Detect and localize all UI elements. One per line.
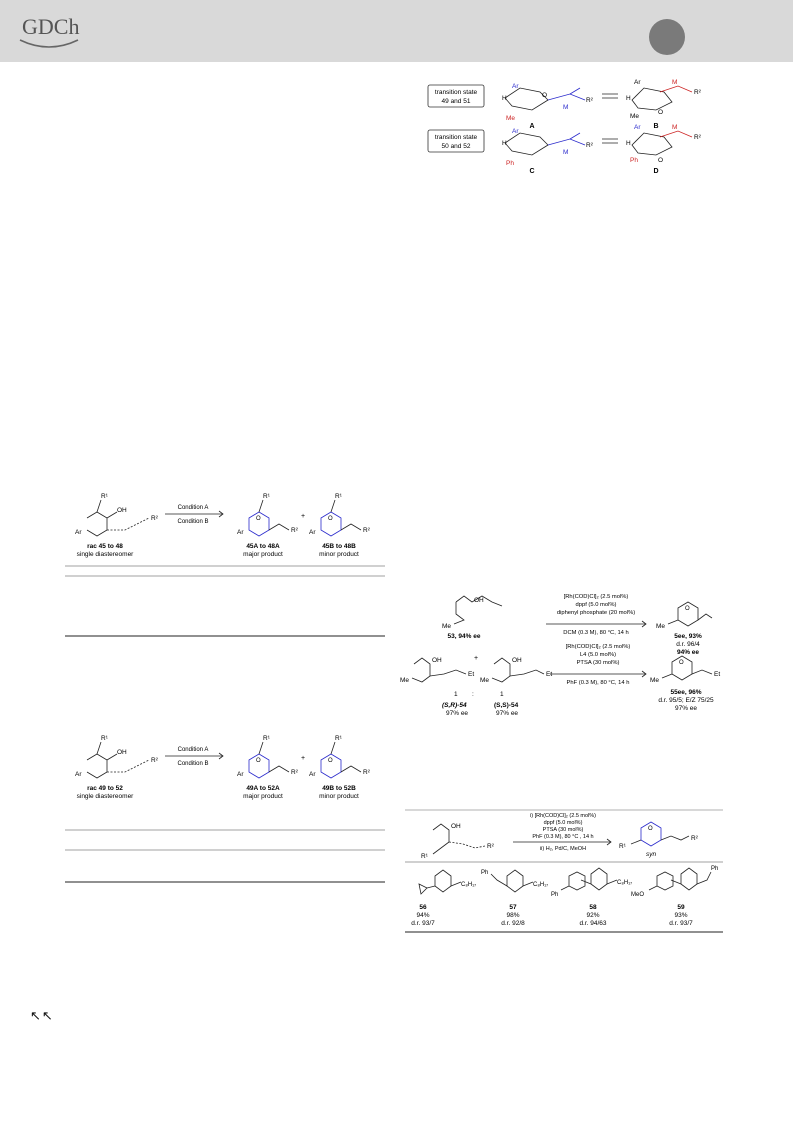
p56-yield: 94% — [416, 912, 430, 919]
c-h-label: H — [502, 140, 507, 147]
s1-start-label: rac 45 to 48 — [87, 543, 123, 550]
s3-p1-ee: 94% ee — [676, 649, 700, 656]
s3-ratio-2: 1 — [500, 691, 504, 698]
p58-dr: d.r. 94/63 — [579, 920, 607, 927]
p58-ph: Ph — [551, 892, 559, 898]
b-ar-label: Ar — [634, 79, 641, 86]
s3-sm53-oh: OH — [474, 597, 484, 604]
s3-p2-ee: 97% ee — [674, 705, 698, 712]
s2-major-structure — [249, 742, 289, 778]
p59-ph: Ph — [711, 866, 719, 872]
p57-ph: Ph — [481, 870, 489, 876]
s3-p2-o: O — [679, 660, 684, 666]
s2-plus: + — [301, 755, 306, 762]
s4-syn-label: syn — [645, 851, 657, 858]
s3-cond2-1: L4 (5.0 mol%) — [579, 652, 617, 658]
s1-minor-ar: Ar — [309, 529, 316, 536]
s3-sm54b-me: Me — [480, 677, 490, 684]
product-58-structure — [561, 868, 617, 890]
s3-p1-me: Me — [656, 623, 666, 630]
s3-p1-o: O — [685, 606, 690, 612]
p58-yield: 92% — [586, 912, 600, 919]
s4-cond-1: dppf (5.0 mol%) — [543, 820, 583, 826]
b-h-label: H — [626, 95, 631, 102]
s1-major-r1: R¹ — [263, 493, 270, 500]
s4-cond-2: PTSA (30 mol%) — [542, 827, 584, 833]
s1-oh: OH — [117, 507, 127, 514]
s2-cond-b: Condition B — [177, 761, 209, 767]
s2-minor-o: O — [328, 758, 333, 764]
s4-product-r2: R² — [691, 835, 698, 842]
s2-minor-r2: R² — [363, 769, 370, 776]
s3-ratio-colon: : — [472, 691, 474, 698]
s4-cond-4: ii) H₂, Pd/C, MeOH — [539, 846, 587, 852]
scheme-4-substrate-scope — [405, 808, 725, 936]
s3-cond2-0: [Rh(COD)Cl]₂ (2.5 mol%) — [565, 644, 631, 650]
s1-major-structure — [249, 500, 289, 536]
s2-major-r1: R¹ — [263, 735, 270, 742]
s1-minor-r2: R² — [363, 527, 370, 534]
s1-minor-structure — [321, 500, 361, 536]
c-m-label: M — [563, 149, 569, 156]
s2-major-o: O — [256, 758, 261, 764]
s2-ar: Ar — [75, 771, 82, 778]
s3-plus: + — [474, 655, 479, 662]
b-me-label: Me — [630, 113, 640, 120]
p56-c8h17: C₈H₁₇ — [461, 882, 477, 888]
s1-major-o: O — [256, 516, 261, 522]
equilibrium-arrow-1 — [602, 94, 618, 98]
s3-sm54a-label: (S,R)-54 — [442, 702, 467, 709]
ts-box2-line1: transition state — [434, 134, 478, 141]
s3-p2-et: Et — [714, 671, 721, 678]
s3-p1-yield: 5ee, 93% — [674, 633, 702, 640]
p57-yield: 98% — [506, 912, 520, 919]
ts-box2-line2: 50 and 52 — [441, 143, 471, 150]
s4-cond-3: PhF (0.3 M), 80 °C , 14 h — [532, 834, 594, 840]
s3-p2-dr: d.r. 95/5; E/Z 75/25 — [658, 697, 714, 704]
s1-r1: R¹ — [101, 493, 108, 500]
p58-c8h17: C₈H₁₇ — [617, 880, 633, 886]
s2-major-ar: Ar — [237, 771, 244, 778]
s2-oh: OH — [117, 749, 127, 756]
s1-r2: R² — [151, 515, 158, 522]
s1-cond-b: Condition B — [177, 519, 209, 525]
b-o-label: O — [658, 109, 664, 116]
s2-start-sub: single diastereomer — [76, 793, 134, 800]
s3-cond1-0: [Rh(COD)Cl]₂ (2.5 mol%) — [563, 594, 629, 600]
s3-cond2-2: PTSA (30 mol%) — [576, 660, 620, 666]
s3-cond2-3: PhF (0.3 M), 80 °C, 14 h — [566, 680, 630, 686]
p56-num: 56 — [419, 904, 427, 911]
p59-num: 59 — [677, 904, 685, 911]
scheme-1-reaction — [65, 478, 390, 643]
s2-start-label: rac 49 to 52 — [87, 785, 123, 792]
d-ar-label: Ar — [634, 124, 641, 131]
p59-yield: 93% — [674, 912, 688, 919]
s3-sm54a-oh: OH — [432, 657, 442, 664]
gdch-logo: GDCh — [22, 14, 80, 39]
s3-p2-yield: 55ee, 96% — [670, 689, 702, 696]
p59-meo: MeO — [631, 892, 645, 898]
s2-minor-ar: Ar — [309, 771, 316, 778]
a-o-label: O — [542, 92, 548, 99]
s4-oh: OH — [451, 823, 461, 830]
s2-major-label: 49A to 52A — [246, 785, 280, 792]
s4-cond-0: i) [Rh(COD)Cl]₂ (2.5 mol%) — [530, 813, 596, 819]
c-r2-label: R² — [586, 142, 593, 149]
d-r2-label: R² — [694, 134, 701, 141]
d-m-label: M — [672, 124, 678, 131]
c-ph-label: Ph — [506, 160, 514, 167]
p57-c8h17: C₈H₁₇ — [533, 882, 549, 888]
ts-box1-line2: 49 and 51 — [441, 98, 471, 105]
s2-cond-a: Condition A — [177, 747, 209, 753]
s1-start-sub: single diastereomer — [76, 551, 134, 558]
equilibrium-arrow-2 — [602, 139, 618, 143]
transition-state-scheme — [420, 70, 730, 182]
s3-sm54b-ee: 97% ee — [496, 710, 519, 717]
circle-menu-button[interactable] — [649, 19, 685, 55]
label-a: A — [529, 123, 535, 130]
s1-major-label: 45A to 48A — [246, 543, 280, 550]
s1-major-sub: major product — [243, 551, 283, 558]
s3-ratio-1: 1 — [454, 691, 458, 698]
structure-c — [505, 133, 585, 155]
s2-r1: R¹ — [101, 735, 108, 742]
label-c: C — [529, 168, 535, 175]
p58-num: 58 — [589, 904, 597, 911]
s3-cond1-3: DCM (0.3 M), 80 °C, 14 h — [563, 630, 629, 636]
a-h-label: H — [502, 95, 507, 102]
s4-product-r1: R¹ — [619, 843, 626, 850]
s2-start-structure — [87, 742, 149, 778]
s2-minor-r1: R¹ — [335, 735, 342, 742]
s3-sm53-label: 53, 94% ee — [447, 633, 481, 640]
s1-minor-r1: R¹ — [335, 493, 342, 500]
scheme-3-chirality-transfer — [398, 590, 733, 735]
s3-sm54b-label: (S,S)-54 — [494, 702, 519, 709]
structure-d — [632, 131, 692, 155]
s2-minor-structure — [321, 742, 361, 778]
s3-p2-me: Me — [650, 677, 660, 684]
s2-minor-sub: minor product — [319, 793, 359, 800]
product-57-structure — [491, 870, 533, 892]
a-me-label: Me — [506, 115, 516, 122]
s2-minor-label: 49B to 52B — [322, 785, 356, 792]
label-d: D — [653, 168, 659, 175]
ts-box1-line1: transition state — [434, 89, 478, 96]
a-m-label: M — [563, 104, 569, 111]
s1-minor-o: O — [328, 516, 333, 522]
structure-b — [632, 86, 692, 110]
s3-p2-structure — [662, 656, 712, 680]
s3-sm54b-et: Et — [546, 671, 553, 678]
scheme-2-reaction — [65, 720, 390, 885]
d-h-label: H — [626, 140, 631, 147]
s1-start-structure — [87, 500, 149, 536]
logo-swoosh-icon — [18, 38, 80, 52]
s3-sm53-me: Me — [442, 623, 452, 630]
c-ar-label: Ar — [512, 128, 519, 135]
p59-dr: d.r. 93/7 — [669, 920, 693, 927]
s4-product-o: O — [648, 826, 653, 832]
d-ph-label: Ph — [630, 157, 638, 164]
s4-r1: R¹ — [421, 853, 428, 860]
s3-sm54a-et: Et — [468, 671, 475, 678]
d-o-label: O — [658, 157, 664, 164]
s3-sm54a-ee: 97% ee — [446, 710, 469, 717]
s2-major-r2: R² — [291, 769, 298, 776]
product-56-structure — [419, 870, 461, 894]
p57-num: 57 — [509, 904, 517, 911]
s3-p1-structure — [668, 602, 712, 626]
page-header — [0, 0, 793, 62]
s1-ar: Ar — [75, 529, 82, 536]
s2-major-sub: major product — [243, 793, 283, 800]
s1-major-ar: Ar — [237, 529, 244, 536]
s3-cond1-1: dppf (5.0 mol%) — [575, 602, 617, 608]
s2-r2: R² — [151, 757, 158, 764]
s3-p1-dr: d.r. 96/4 — [676, 641, 700, 648]
s1-major-r2: R² — [291, 527, 298, 534]
s1-plus: + — [301, 513, 306, 520]
product-59-structure — [649, 868, 711, 890]
s3-sm54a-me: Me — [400, 677, 410, 684]
s1-minor-sub: minor product — [319, 551, 359, 558]
b-m-label: M — [672, 79, 678, 86]
s4-r2: R² — [487, 843, 494, 850]
s4-product-structure — [631, 822, 689, 846]
s1-cond-a: Condition A — [177, 505, 209, 511]
a-r2-label: R² — [586, 97, 593, 104]
s3-sm54b-oh: OH — [512, 657, 522, 664]
p56-dr: d.r. 93/7 — [411, 920, 435, 927]
b-r2-label: R² — [694, 89, 701, 96]
p57-dr: d.r. 92/8 — [501, 920, 525, 927]
back-navigation-arrows[interactable]: ↖↖ — [30, 1008, 54, 1023]
label-b: B — [653, 123, 659, 130]
s1-minor-label: 45B to 48B — [322, 543, 356, 550]
s3-cond1-2: diphenyl phosphate (20 mol%) — [556, 610, 636, 616]
a-ar-label: Ar — [512, 83, 519, 90]
